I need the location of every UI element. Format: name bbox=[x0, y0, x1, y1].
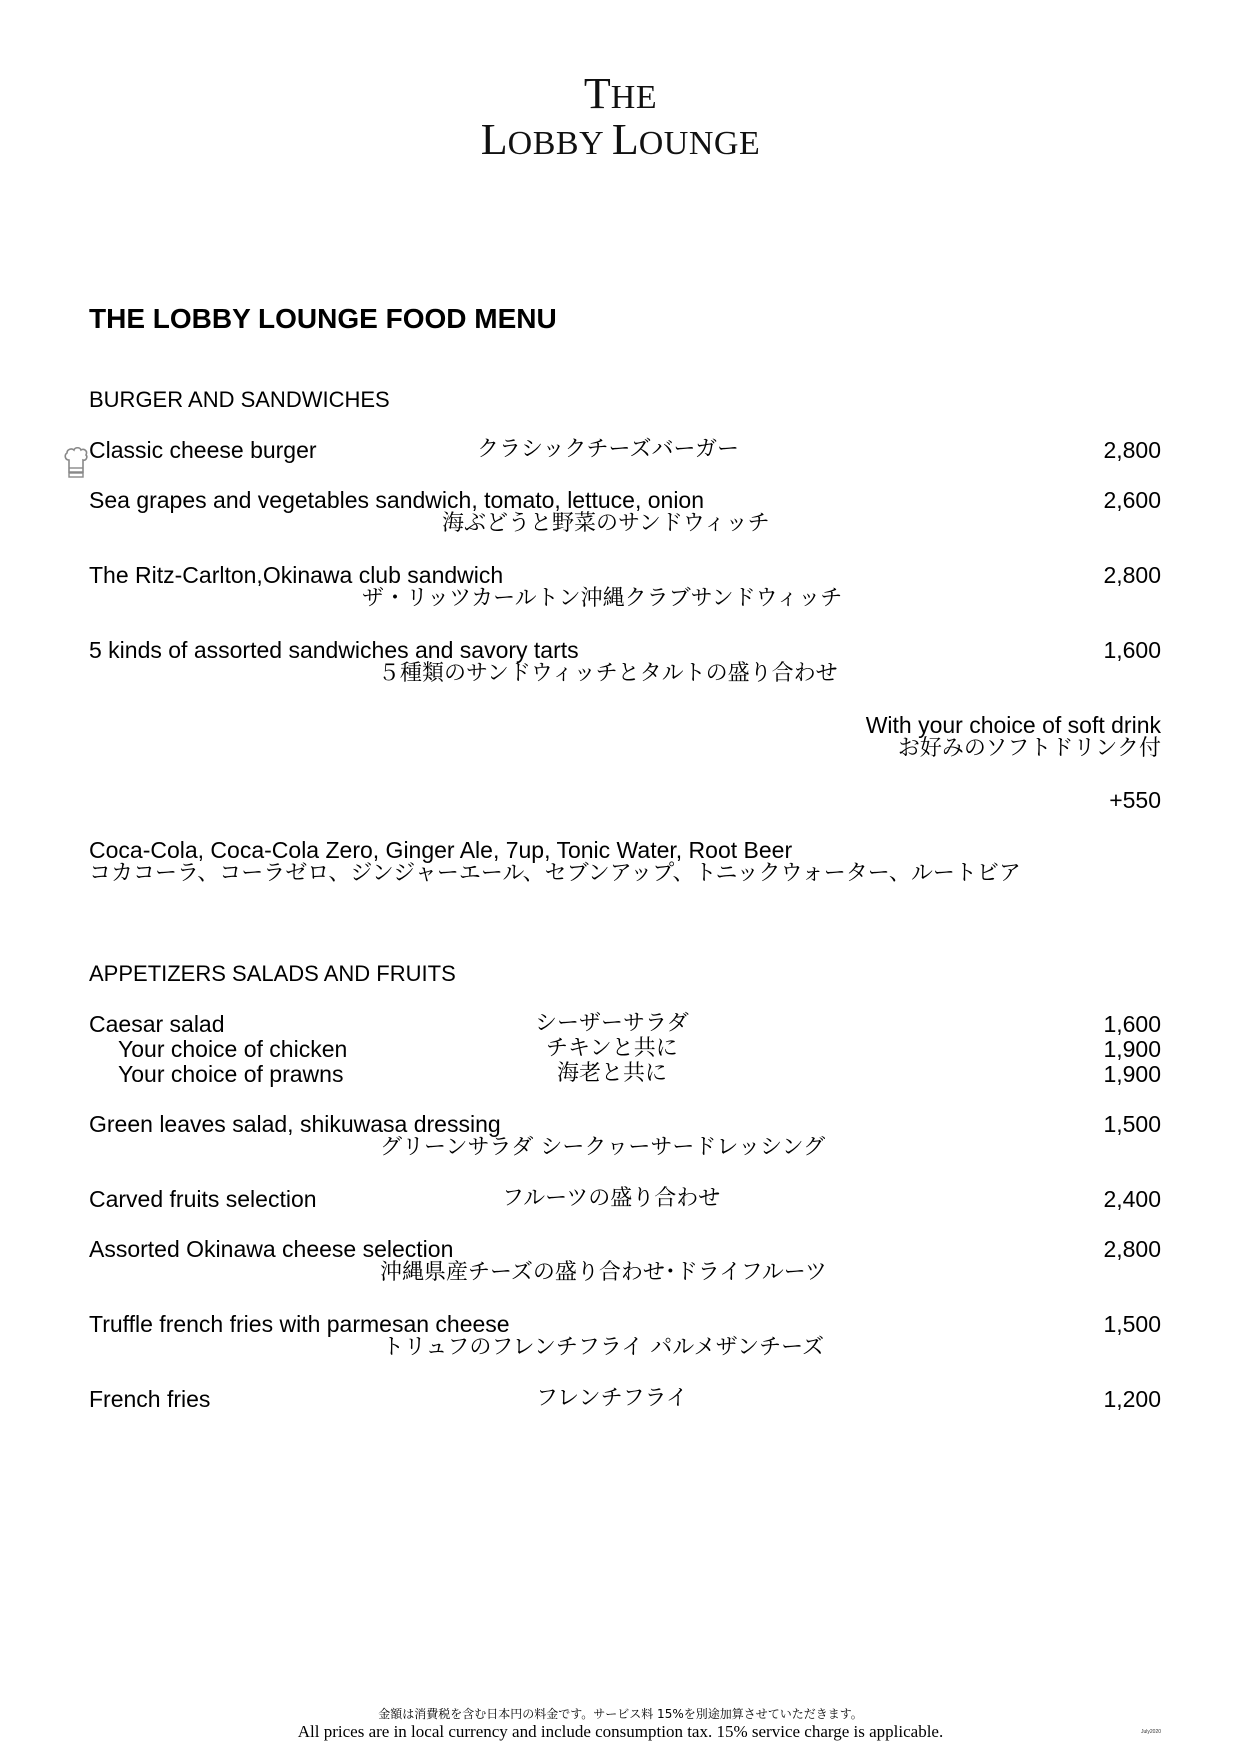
item-name-jp: クラシックチーズバーガー bbox=[477, 437, 740, 462]
logo-letter: L bbox=[611, 115, 639, 164]
item-option-price: 1,900 bbox=[1103, 1036, 1161, 1062]
item-option: Your choice of chicken bbox=[118, 1036, 348, 1062]
soft-drink-note-jp: お好みのソフトドリンク付 bbox=[897, 736, 1161, 761]
item-name: 5 kinds of assorted sandwiches and savory tarts bbox=[89, 637, 579, 663]
section-heading-appetizers: APPETIZERS SALADS AND FRUITS bbox=[89, 961, 456, 986]
item-price: 1,200 bbox=[1103, 1386, 1161, 1412]
item-name: Classic cheese burger bbox=[89, 437, 317, 463]
drink-list-jp: コカコーラ、コーラゼロ、ジンジャーエール、セブンアップ、トニックウォーター、ルートビア bbox=[89, 861, 1021, 886]
item-name-jp: フレンチフライ bbox=[536, 1386, 688, 1411]
item-price: 2,800 bbox=[1103, 437, 1161, 463]
item-price: 1,600 bbox=[1103, 1011, 1161, 1037]
item-name: Carved fruits selection bbox=[89, 1186, 317, 1212]
footer-note-jp: 金額は消費税を含む日本円の料金です。サービス料 15%を別途加算させていただきます。 bbox=[378, 1707, 863, 1721]
item-option-jp: 海老と共に bbox=[557, 1061, 668, 1086]
menu-title: THE LOBBY LOUNGE FOOD MENU bbox=[89, 303, 557, 334]
item-price: 2,600 bbox=[1103, 487, 1161, 513]
item-name: Green leaves salad, shikuwasa dressing bbox=[89, 1111, 501, 1137]
item-price: 1,500 bbox=[1103, 1111, 1161, 1137]
logo-letter: L bbox=[480, 115, 508, 164]
item-name: Truffle french fries with parmesan cheese bbox=[89, 1311, 510, 1337]
item-name: Caesar salad bbox=[89, 1011, 225, 1037]
item-name: The Ritz-Carlton,Okinawa club sandwich bbox=[89, 562, 504, 588]
item-option: Your choice of prawns bbox=[118, 1061, 344, 1087]
item-name-jp: ５種類のサンドウィッチとタルトの盛り合わせ bbox=[378, 661, 838, 686]
logo-line-lobby-lounge bbox=[0, 114, 1241, 165]
section-heading-burgers: BURGER AND SANDWICHES bbox=[89, 387, 390, 412]
item-name-jp: フルーツの盛り合わせ bbox=[502, 1186, 721, 1211]
item-name-jp: トリュフのフレンチフライ パルメザンチーズ bbox=[382, 1335, 825, 1360]
chef-hat-icon bbox=[63, 444, 89, 480]
item-name-jp: ザ・リッツカールトン沖縄クラブサンドウィッチ bbox=[362, 586, 843, 611]
item-name-jp: グリーンサラダ シークヮーサードレッシング bbox=[380, 1135, 826, 1160]
item-name-jp: シーザーサラダ bbox=[535, 1011, 689, 1036]
logo-letter: T bbox=[583, 69, 611, 118]
item-price: 2,800 bbox=[1103, 562, 1161, 588]
item-name: Assorted Okinawa cheese selection bbox=[89, 1236, 454, 1262]
item-option-price: 1,900 bbox=[1103, 1061, 1161, 1087]
logo-letters: OBBY bbox=[507, 125, 612, 162]
item-name-jp: 沖縄県産チーズの盛り合わせ･ドライフルーツ bbox=[380, 1260, 827, 1285]
item-option-jp: チキンと共に bbox=[546, 1036, 678, 1061]
soft-drink-price: +550 bbox=[1109, 787, 1161, 813]
item-name: Sea grapes and vegetables sandwich, tomato, lettuce, onion bbox=[89, 487, 705, 513]
logo-letters: HE bbox=[610, 79, 658, 116]
item-name-jp: 海ぶどうと野菜のサンドウィッチ bbox=[442, 511, 770, 536]
item-price: 1,600 bbox=[1103, 637, 1161, 663]
item-name: French fries bbox=[89, 1386, 211, 1412]
item-price: 1,500 bbox=[1103, 1311, 1161, 1337]
item-price: 2,800 bbox=[1103, 1236, 1161, 1262]
drink-list: Coca-Cola, Coca-Cola Zero, Ginger Ale, 7up, Tonic Water, Root Beer bbox=[89, 837, 793, 863]
logo-line-the bbox=[0, 68, 1241, 119]
footer-note: All prices are in local currency and include consumption tax. 15% service charge is applicable. bbox=[297, 1722, 944, 1741]
footer-code: July2020 bbox=[1140, 1729, 1161, 1735]
logo-letters: OUNGE bbox=[638, 125, 761, 162]
soft-drink-note: With your choice of soft drink bbox=[865, 712, 1161, 738]
item-price: 2,400 bbox=[1103, 1186, 1161, 1212]
